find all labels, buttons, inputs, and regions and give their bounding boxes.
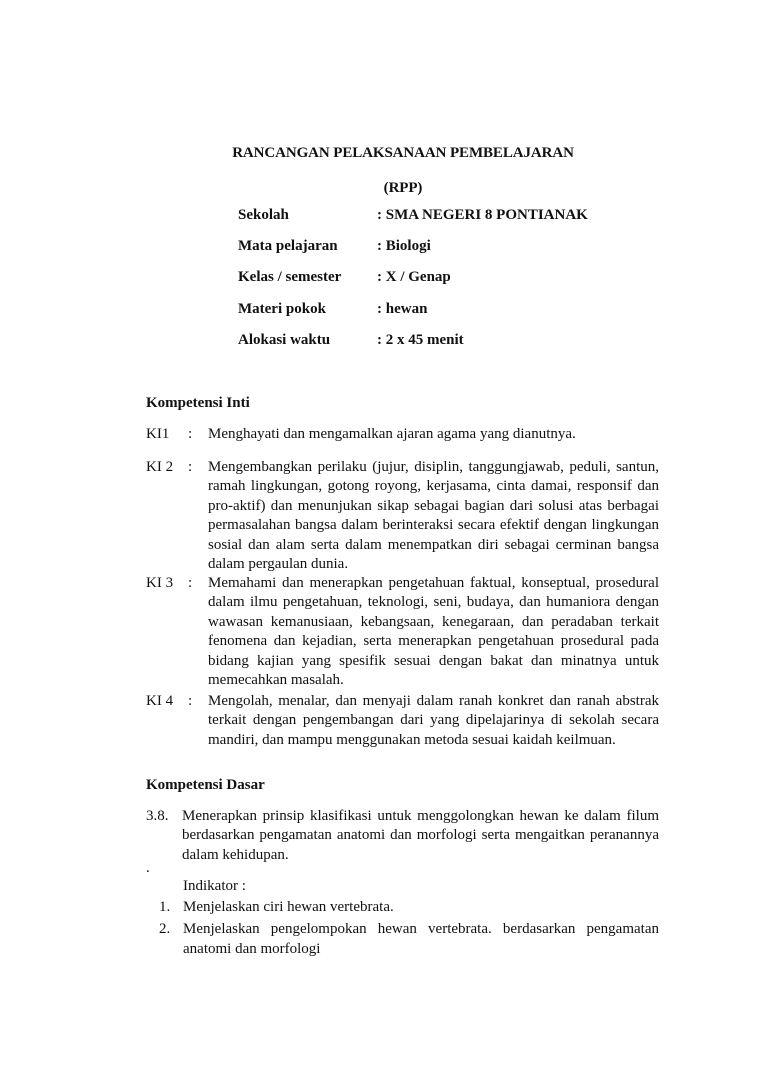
info-label: Mata pelajaran xyxy=(238,238,338,255)
ki-colon: : xyxy=(188,426,193,442)
ki-colon: : xyxy=(188,575,193,591)
kd-item xyxy=(146,807,659,865)
stray-dot: . xyxy=(146,860,150,876)
document-title: RANCANGAN PELAKSANAAN PEMBELAJARAN xyxy=(232,145,574,161)
ki-item-2 xyxy=(146,458,659,574)
document-subtitle: (RPP) xyxy=(383,180,423,196)
ki-item-4 xyxy=(146,692,659,750)
info-label: Alokasi waktu xyxy=(238,331,331,348)
info-value: : SMA NEGERI 8 PONTIANAK xyxy=(377,207,588,223)
indikator-label: Indikator : xyxy=(183,878,246,894)
info-value: : Biologi xyxy=(377,238,431,255)
ki-colon: : xyxy=(188,693,193,709)
info-label: Sekolah xyxy=(238,207,289,223)
ki-text: Menghayati dan mengamalkan ajaran agama yang dianutnya. xyxy=(208,426,576,442)
ki-code: KI 2 xyxy=(146,459,174,475)
kompetensi-inti-heading: Kompetensi Inti xyxy=(146,395,250,411)
ki-text: Mengolah, menalar, dan menyaji dalam ranah konkret dan ranah abstrak terkait dengan pengembangan dari yang dipelajarinya di sekolah secara mandiri, dan mampu menggunakan metoda sesuai kaidah keilmuan. xyxy=(208,693,659,748)
ki-item-1 xyxy=(146,425,659,444)
info-value: : hewan xyxy=(377,300,428,317)
info-label: Kelas / semester xyxy=(238,269,342,286)
indikator-number: 2. xyxy=(159,921,171,938)
list-item xyxy=(159,920,659,959)
indikator-text: Menjelaskan ciri hewan vertebrata. xyxy=(183,899,394,915)
indikator-text: Menjelaskan pengelompokan hewan vertebrata. berdasarkan pengamatan anatomi dan morfologi xyxy=(183,921,659,957)
indikator-list xyxy=(159,898,659,962)
kompetensi-dasar-heading: Kompetensi Dasar xyxy=(146,777,265,793)
kd-number: 3.8. xyxy=(146,808,169,824)
info-value: : X / Genap xyxy=(377,269,451,286)
ki-text: Mengembangkan perilaku (jujur, disiplin, tanggungjawab, peduli, santun, ramah lingkungan, gotong royong, kerjasama, cinta damai, responsif dan pro-aktif) dan menunjukan sikap sebagai bagian dari solusi atas berbagai permasalahan bangsa dalam berinteraksi secara efektif dengan lingkungan sosial dan alam serta dalam menempatkan diri sebagai cerminan bangsa dalam pergaulan dunia. xyxy=(208,459,659,573)
ki-code: KI1 xyxy=(146,426,170,442)
kd-text: Menerapkan prinsip klasifikasi untuk menggolongkan hewan ke dalam filum berdasarkan pengamatan anatomi dan morfologi serta mengaitkan peranannya dalam kehidupan. xyxy=(182,808,659,863)
ki-colon: : xyxy=(188,459,193,475)
ki-code: KI 4 xyxy=(146,693,174,709)
ki-text: Memahami dan menerapkan pengetahuan faktual, konseptual, prosedural dalam ilmu pengetahuan, teknologi, seni, budaya, dan humaniora dengan wawasan kemanusiaan, kebangsaan, kenegaraan, dan peradaban terkait fenomena dan kejadian, serta menerapkan pengetahuan prosedural pada bidang kajian yang spesifik sesuai dengan bakat dan minatnya untuk memecahkan masalah. xyxy=(208,575,659,689)
ki-code: KI 3 xyxy=(146,575,174,591)
indikator-number: 1. xyxy=(159,899,171,915)
ki-item-3 xyxy=(146,574,659,690)
list-item xyxy=(159,898,659,917)
info-value: : 2 x 45 menit xyxy=(377,331,464,348)
info-label: Materi pokok xyxy=(238,300,326,317)
